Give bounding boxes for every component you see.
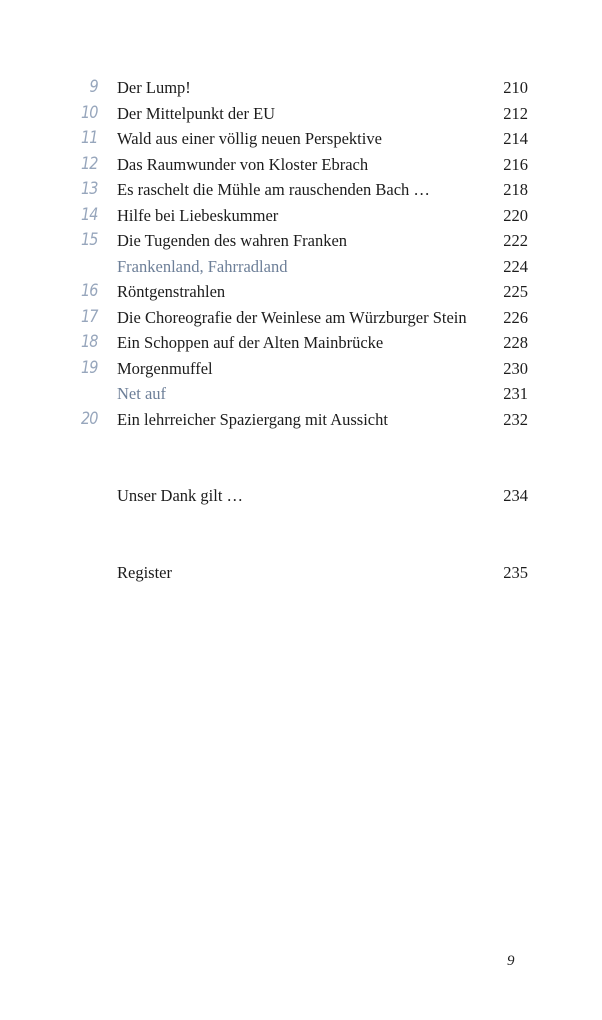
entry-title: Die Choreografie der Weinlese am Würzburger Stein: [117, 307, 467, 327]
table-of-contents: [0, 75, 602, 585]
toc-entry-19[interactable]: [0, 356, 602, 382]
toc-entry-13[interactable]: [0, 177, 602, 203]
page-number: 232: [503, 409, 528, 429]
spacer: [0, 509, 602, 560]
entry-title: Ein Schoppen auf der Alten Mainbrücke: [117, 333, 384, 352]
toc-backmatter-dank[interactable]: [0, 483, 602, 509]
chapter-number: 14: [81, 204, 98, 225]
page-number: 210: [503, 78, 528, 97]
chapter-number: 15: [81, 230, 98, 250]
page-number: 214: [503, 129, 528, 148]
chapter-number: 10: [81, 102, 98, 123]
page-number: 230: [503, 358, 528, 378]
entry-title: Register: [117, 562, 172, 582]
page-number: 234: [503, 486, 528, 505]
toc-entry-11[interactable]: [0, 126, 602, 152]
chapter-number: 19: [81, 357, 98, 378]
page-folio: 9: [507, 953, 515, 969]
subentry-title: Net auf: [117, 384, 167, 403]
chapter-number: 20: [81, 408, 98, 429]
entry-title: Hilfe bei Liebeskummer: [117, 205, 279, 225]
entry-title: Röntgenstrahlen: [117, 282, 226, 301]
page-number: 231: [503, 384, 528, 403]
toc-entry-12[interactable]: [0, 152, 602, 178]
toc-entry-15[interactable]: [0, 228, 602, 254]
page-number: 235: [503, 562, 528, 582]
toc-subentry-net-auf[interactable]: [0, 381, 602, 407]
entry-title: Ein lehrreicher Spaziergang mit Aussicht: [117, 409, 388, 429]
toc-entry-9[interactable]: [0, 75, 602, 101]
page-number: 212: [503, 103, 528, 123]
toc-entry-17[interactable]: [0, 305, 602, 331]
chapter-number: 16: [81, 281, 98, 301]
toc-entry-20[interactable]: [0, 407, 602, 433]
page-number: 222: [503, 231, 528, 250]
toc-entry-16[interactable]: [0, 279, 602, 305]
chapter-number: 17: [81, 306, 98, 327]
toc-entry-10[interactable]: [0, 101, 602, 127]
entry-title: Das Raumwunder von Kloster Ebrach: [117, 154, 369, 174]
page-number: 228: [503, 333, 528, 352]
subentry-title: Frankenland, Fahrradland: [117, 256, 288, 276]
page-number: 226: [503, 307, 528, 327]
chapter-number: 12: [81, 153, 98, 174]
spacer: [0, 432, 602, 483]
entry-title: Es raschelt die Mühle am rauschenden Bach …: [117, 180, 430, 199]
entry-title: Der Mittelpunkt der EU: [117, 103, 276, 123]
page-number: 225: [503, 282, 528, 301]
toc-backmatter-register[interactable]: [0, 560, 602, 586]
chapter-number: 18: [81, 332, 98, 352]
entry-title: Die Tugenden des wahren Franken: [117, 231, 348, 250]
toc-subentry-frankenland[interactable]: [0, 254, 602, 280]
entry-title: Der Lump!: [117, 78, 191, 97]
chapter-number: 9: [89, 77, 98, 97]
entry-title: Unser Dank gilt …: [117, 486, 244, 505]
page-number: 218: [503, 180, 528, 199]
chapter-number: 13: [81, 179, 98, 199]
toc-entry-18[interactable]: [0, 330, 602, 356]
page-number: 216: [503, 154, 528, 174]
chapter-number: 11: [81, 128, 98, 148]
entry-title: Morgenmuffel: [117, 358, 213, 378]
toc-entry-14[interactable]: [0, 203, 602, 229]
page-number: 220: [503, 205, 528, 225]
page-number: 224: [503, 256, 528, 276]
entry-title: Wald aus einer völlig neuen Perspektive: [117, 129, 382, 148]
